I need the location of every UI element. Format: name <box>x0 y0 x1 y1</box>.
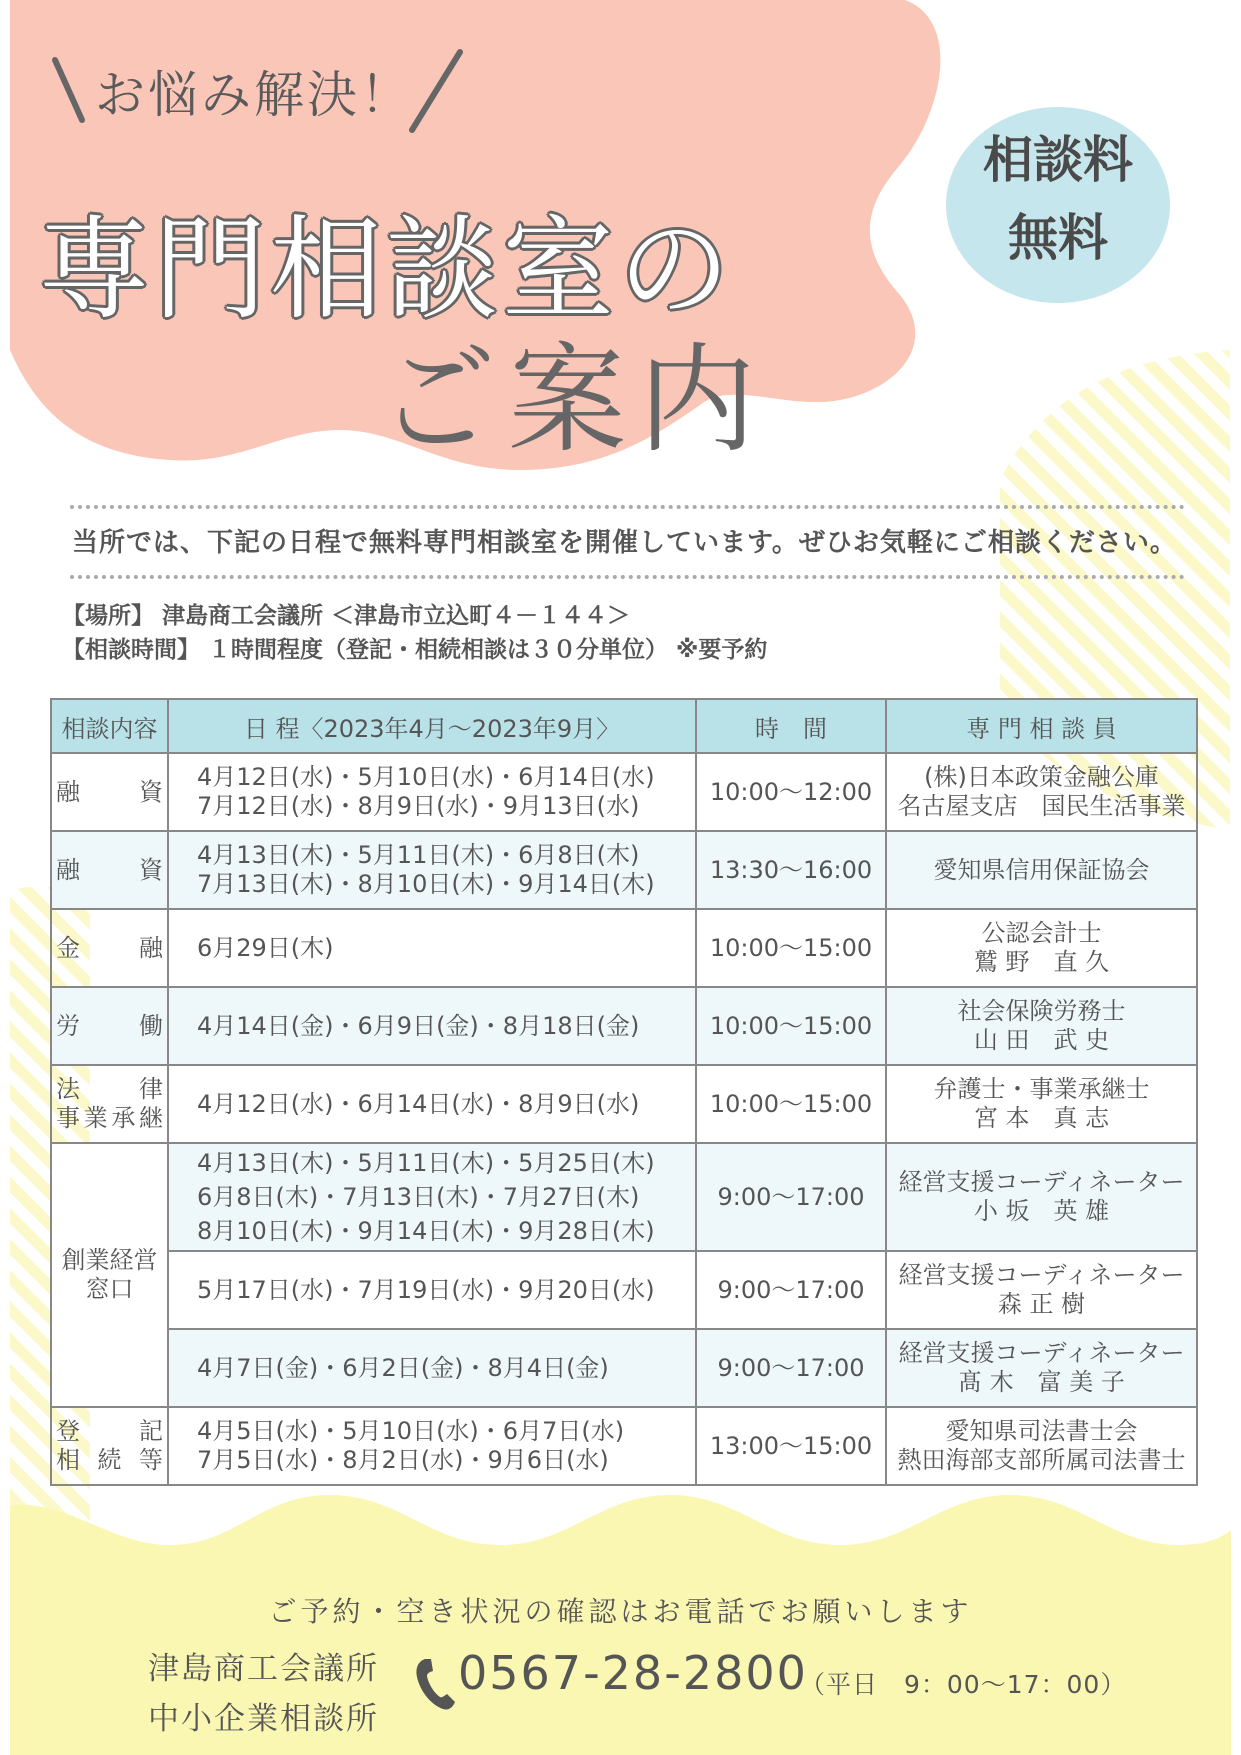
consultant-line: 愛知県司法書士会 <box>945 1417 1138 1445</box>
consultant-line: 鷲 野 直 久 <box>973 948 1110 976</box>
consultant-line: 経営支援コーディネーター <box>898 1261 1185 1289</box>
consultant-line: (株)日本政策金融公庫 <box>924 763 1159 791</box>
category-cell <box>51 1407 168 1485</box>
table-row <box>51 753 1197 831</box>
consultant-line: 髙 木 富 美 子 <box>958 1368 1125 1396</box>
date-line: 7月12日(水)・8月9日(水)・9月13日(水) <box>197 792 640 820</box>
header-schedule: 日 程〈2023年4月～2023年9月〉 <box>168 699 696 753</box>
consultant-line: 弁護士・事業承継士 <box>933 1075 1150 1103</box>
catch-phrase: お悩み解決！ <box>95 66 413 124</box>
dates-cell <box>168 1329 696 1407</box>
consultant-line: 熱田海部支部所属司法書士 <box>897 1446 1186 1474</box>
consultant-line: 愛知県信用保証協会 <box>933 855 1150 884</box>
header-consultant: 専 門 相 談 員 <box>886 699 1197 753</box>
consultant-line: 公認会計士 <box>981 919 1102 947</box>
time-cell: 10:00～15:00 <box>696 909 886 987</box>
dates-cell <box>168 1251 696 1329</box>
consultant-line: 小 坂 英 雄 <box>973 1197 1110 1225</box>
date-line: 4月13日(木)・5月11日(木)・5月25日(木) <box>197 1149 655 1177</box>
consultant-cell <box>886 831 1197 909</box>
date-line: 8月10日(木)・9月14日(木)・9月28日(木) <box>197 1217 655 1245</box>
category-cell: 金融 <box>51 909 168 987</box>
dates-cell <box>168 1065 696 1143</box>
table-row <box>51 909 1197 987</box>
dates-cell <box>168 987 696 1065</box>
consultant-line: 経営支援コーディネーター <box>898 1339 1185 1367</box>
dates-cell <box>168 909 696 987</box>
time-cell: 13:00～15:00 <box>696 1407 886 1485</box>
category-line: 窓口 <box>85 1275 134 1303</box>
time-cell: 9:00～17:00 <box>696 1143 886 1251</box>
date-line: 4月5日(水)・5月10日(水)・6月7日(水) <box>197 1417 625 1445</box>
intro-text: 当所では、下記の日程で無料専門相談室を開催しています。ぜひお気軽にご相談ください。 <box>72 528 1177 558</box>
time-cell: 10:00～15:00 <box>696 1065 886 1143</box>
fee-free-label: 無料 <box>1008 209 1108 267</box>
category-cell <box>51 1065 168 1143</box>
time-cell: 9:00～17:00 <box>696 1329 886 1407</box>
date-line: 6月29日(木) <box>197 933 334 962</box>
category-cell: 融資 <box>51 831 168 909</box>
table-row <box>51 1143 1197 1251</box>
fee-label: 相談料 <box>983 131 1133 189</box>
schedule-table <box>50 698 1198 1486</box>
table-row <box>51 831 1197 909</box>
table-row <box>51 1065 1197 1143</box>
consultant-line: 経営支援コーディネーター <box>898 1168 1185 1196</box>
date-line: 7月5日(水)・8月2日(水)・9月6日(水) <box>197 1446 609 1474</box>
category-line: 事業承継 <box>56 1104 163 1132</box>
header-category: 相談内容 <box>51 699 168 753</box>
consultant-cell <box>886 909 1197 987</box>
table-row <box>51 1329 1197 1407</box>
date-line: 4月7日(金)・6月2日(金)・8月4日(金) <box>197 1353 609 1382</box>
time-cell: 9:00～17:00 <box>696 1251 886 1329</box>
org-name: 津島商工会議所 <box>148 1651 379 1687</box>
category-cell <box>51 1143 168 1407</box>
dates-cell <box>168 1143 696 1251</box>
phone-number[interactable]: 0567-28-2800 <box>458 1646 808 1700</box>
page-title-line1: 専門相談室の <box>38 205 734 335</box>
time-info: 【相談時間】 １時間程度（登記・相続相談は３０分単位） ※要予約 <box>62 637 768 663</box>
consultant-cell <box>886 1065 1197 1143</box>
business-hours: （平日 9：00～17：00） <box>800 1670 1127 1699</box>
consultant-cell <box>886 1407 1197 1485</box>
table-row <box>51 1251 1197 1329</box>
divider-bottom <box>70 575 1185 579</box>
consultant-line: 宮 本 真 志 <box>973 1104 1110 1132</box>
time-cell: 10:00～15:00 <box>696 987 886 1065</box>
date-line: 4月12日(水)・6月14日(水)・8月9日(水) <box>197 1089 640 1118</box>
category-line: 法律 <box>56 1075 163 1103</box>
category-line: 創業経営 <box>61 1246 158 1274</box>
date-line: 6月8日(木)・7月13日(木)・7月27日(木) <box>197 1183 640 1211</box>
dates-cell <box>168 1407 696 1485</box>
reservation-message: ご予約・空き状況の確認はお電話でお願いします <box>268 1595 973 1628</box>
consultant-line: 社会保険労務士 <box>957 997 1126 1025</box>
time-cell: 13:30～16:00 <box>696 831 886 909</box>
page-title-line2: ご案内 <box>378 331 769 469</box>
dates-cell <box>168 831 696 909</box>
date-line: 7月13日(木)・8月10日(木)・9月14日(木) <box>197 870 655 898</box>
table-row <box>51 1407 1197 1485</box>
category-line: 相続等 <box>56 1446 163 1474</box>
date-line: 4月13日(木)・5月11日(木)・6月8日(木) <box>197 841 640 869</box>
table-row <box>51 987 1197 1065</box>
consultant-cell <box>886 987 1197 1065</box>
header-time: 時 間 <box>696 699 886 753</box>
consultant-cell <box>886 1251 1197 1329</box>
date-line: 5月17日(水)・7月19日(水)・9月20日(水) <box>197 1275 655 1304</box>
divider-top <box>70 505 1185 509</box>
place-info: 【場所】 津島商工会議所 ＜津島市立込町４－１４４＞ <box>62 603 631 629</box>
consultant-cell <box>886 1329 1197 1407</box>
consultant-line: 名古屋支店 国民生活事業 <box>897 792 1186 820</box>
consultant-cell <box>886 753 1197 831</box>
date-line: 4月14日(金)・6月9日(金)・8月18日(金) <box>197 1011 640 1040</box>
phone-icon <box>413 1655 459 1711</box>
dates-cell <box>168 753 696 831</box>
category-line: 登記 <box>56 1417 163 1445</box>
date-line: 4月12日(水)・5月10日(水)・6月14日(水) <box>197 763 655 791</box>
category-cell: 融資 <box>51 753 168 831</box>
time-cell: 10:00～12:00 <box>696 753 886 831</box>
table-header-row <box>51 699 1197 753</box>
org-department: 中小企業相談所 <box>148 1701 379 1737</box>
consultant-line: 森 正 樹 <box>997 1290 1086 1318</box>
category-cell: 労働 <box>51 987 168 1065</box>
consultant-line: 山 田 武 史 <box>973 1026 1110 1054</box>
consultant-cell <box>886 1143 1197 1251</box>
